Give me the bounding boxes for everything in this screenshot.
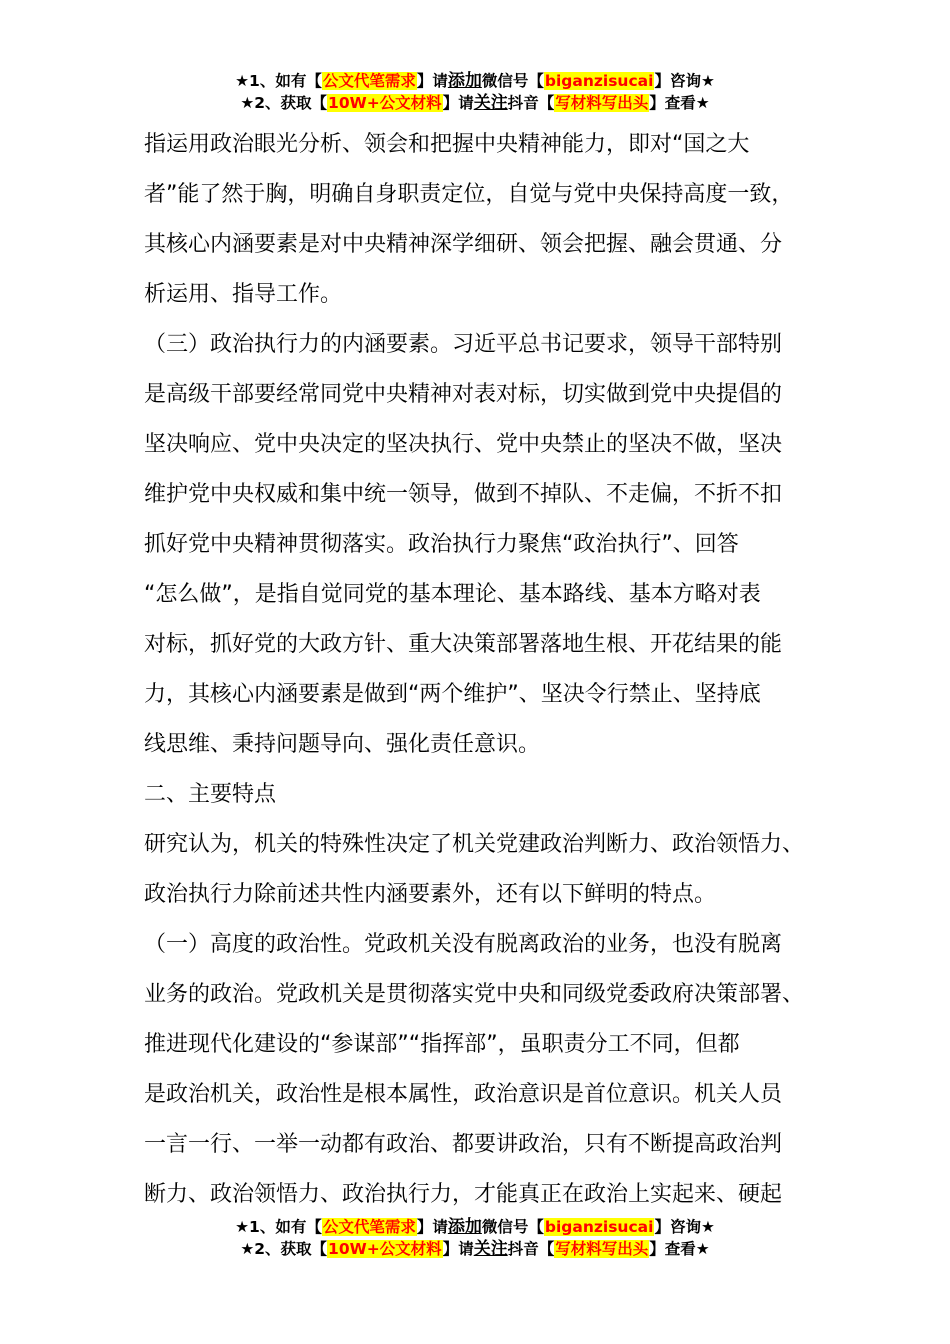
promo-text: 】查看★ (649, 1240, 710, 1258)
promo-line-1 (0, 70, 950, 92)
body-line: 线思维、秉持问题导向、强化责任意识。 (144, 732, 541, 757)
body-line: 力，其核心内涵要素是做到“两个维护”、坚决令行禁止、坚持底 (144, 682, 761, 707)
document-body (144, 120, 834, 1220)
body-line: 政治执行力除前述共性内涵要素外，还有以下鲜明的特点。 (144, 882, 717, 907)
body-line: 者”能了然于胸，明确自身职责定位，自觉与党中央保持高度一致， (144, 182, 794, 207)
promo-emphasis: 添加 (447, 71, 482, 91)
body-line: 推进现代化建设的“参谋部”“指挥部”，虽职责分工不同，但都 (144, 1032, 740, 1057)
promo-emphasis: 添加 (447, 1217, 482, 1237)
body-line: 坚决响应、党中央决定的坚决执行、党中央禁止的坚决不做，坚决 (144, 432, 783, 457)
promo-text: 】查看★ (649, 94, 710, 112)
promo-line-1 (0, 1216, 950, 1238)
promo-text: 】请 (416, 72, 448, 90)
promo-highlight: 10W+公文材料 (328, 1240, 442, 1258)
promo-text: 微信号【 (481, 72, 544, 90)
promo-line-2 (0, 1238, 950, 1260)
promo-text: 抖音【 (507, 1240, 555, 1258)
section-heading-3: （三）政治执行力的内涵要素。习近平总书记要求，领导干部特别 (144, 332, 783, 357)
promo-douyin-id: 写材料写出头 (555, 1240, 649, 1258)
promo-line-2 (0, 92, 950, 114)
promo-highlight: 公文代笔需求 (322, 1218, 416, 1236)
promo-wechat-id: biganzisucai (544, 1218, 654, 1236)
body-line: “怎么做”，是指自觉同党的基本理论、基本路线、基本方略对表 (144, 582, 761, 607)
body-line: 一言一行、一举一动都有政治、都要讲政治，只有不断提高政治判 (144, 1132, 783, 1157)
promo-emphasis: 关注 (473, 93, 508, 113)
promo-douyin-id: 写材料写出头 (555, 94, 649, 112)
body-line: 是高级干部要经常同党中央精神对表对标，切实做到党中央提倡的 (144, 382, 783, 407)
promo-banner-top (0, 70, 950, 114)
body-line: 析运用、指导工作。 (144, 282, 343, 307)
body-line: 是政治机关，政治性是根本属性，政治意识是首位意识。机关人员 (144, 1082, 783, 1107)
promo-text: ★1、如有【 (235, 1218, 322, 1236)
body-line: 断力、政治领悟力、政治执行力，才能真正在政治上实起来、硬起 (144, 1182, 783, 1207)
body-line: 维护党中央权威和集中统一领导，做到不掉队、不走偏，不折不扣 (144, 482, 783, 507)
promo-text: 微信号【 (481, 1218, 544, 1236)
body-line: 研究认为，机关的特殊性决定了机关党建政治判断力、政治领悟力、 (144, 832, 805, 857)
promo-text: 抖音【 (507, 94, 555, 112)
promo-text: 】请 (416, 1218, 448, 1236)
promo-wechat-id: biganzisucai (544, 72, 654, 90)
promo-banner-bottom (0, 1216, 950, 1260)
promo-text: 】咨询★ (654, 72, 715, 90)
body-line: 抓好党中央精神贯彻落实。政治执行力聚焦“政治执行”、回答 (144, 532, 739, 557)
promo-text: ★2、获取【 (240, 1240, 328, 1258)
section-heading-1: （一）高度的政治性。党政机关没有脱离政治的业务，也没有脱离 (144, 932, 783, 957)
promo-text: ★1、如有【 (235, 72, 322, 90)
promo-highlight: 10W+公文材料 (328, 94, 442, 112)
body-line: 业务的政治。党政机关是贯彻落实党中央和同级党委政府决策部署、 (144, 982, 805, 1007)
promo-text: 】咨询★ (654, 1218, 715, 1236)
body-line: 对标，抓好党的大政方针、重大决策部署落地生根、开花结果的能 (144, 632, 783, 657)
promo-emphasis: 关注 (473, 1239, 508, 1259)
promo-text: ★2、获取【 (240, 94, 328, 112)
promo-highlight: 公文代笔需求 (322, 72, 416, 90)
body-line: 指运用政治眼光分析、领会和把握中央精神能力，即对“国之大 (144, 132, 750, 157)
promo-text: 】请 (442, 94, 474, 112)
chapter-heading-2: 二、主要特点 (144, 782, 277, 807)
body-line: 其核心内涵要素是对中央精神深学细研、领会把握、融会贯通、分 (144, 232, 783, 257)
promo-text: 】请 (442, 1240, 474, 1258)
